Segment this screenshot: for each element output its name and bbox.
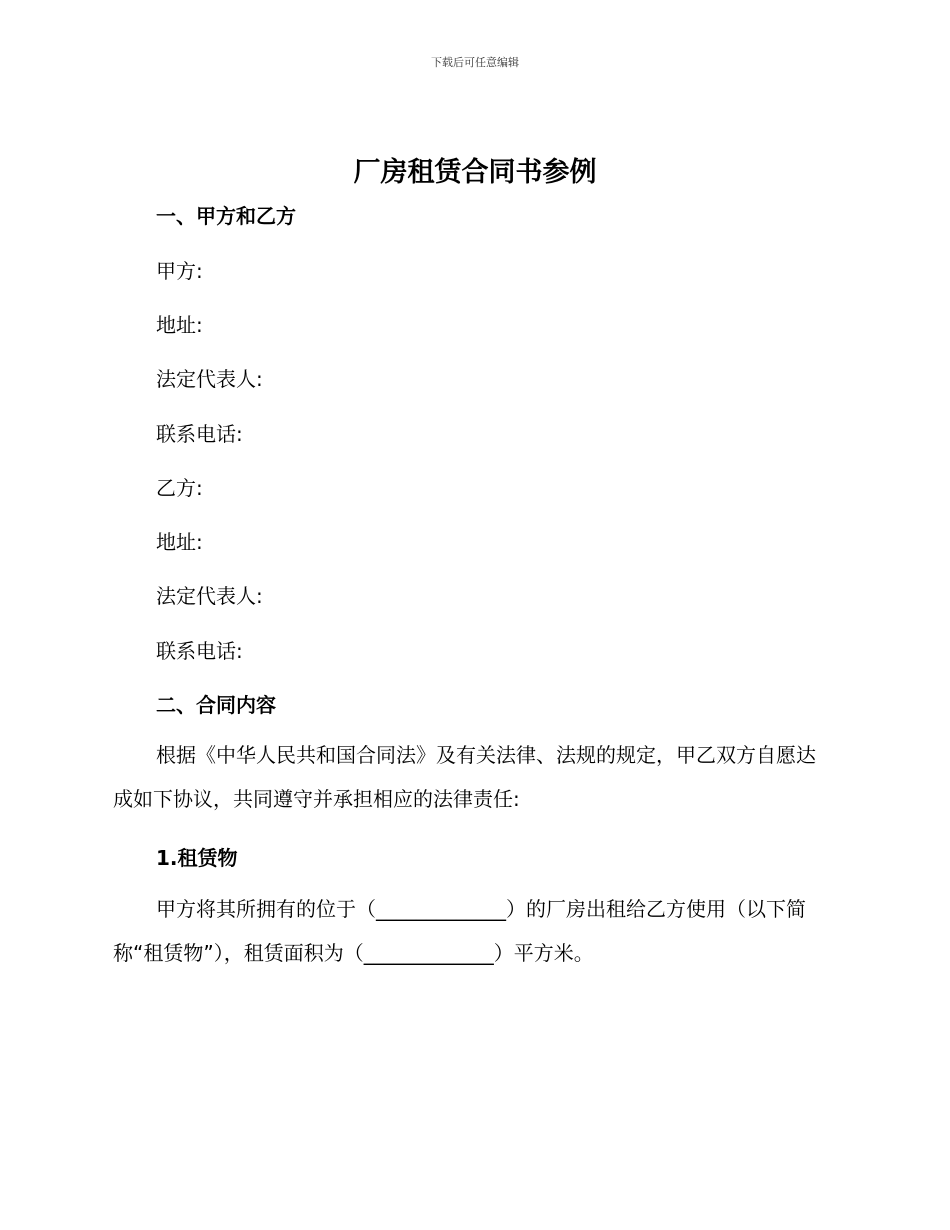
leased-property-paragraph: 甲方将其所拥有的位于（_____________）的厂房出租给乙方使用（以下简称“租赁物”），租赁面积为（_____________）平方米。 [113, 897, 806, 965]
section-heading-content: 二、合同内容 [156, 693, 276, 717]
header-note: 下载后可任意编辑 [431, 56, 519, 69]
section-heading-parties: 一、甲方和乙方 [156, 204, 296, 228]
document-title: 厂房租赁合同书参例 [353, 157, 597, 188]
party-b-address-label: 地址: [156, 530, 203, 554]
party-a-label: 甲方: [156, 259, 203, 283]
party-a-address-label: 地址: [156, 313, 203, 337]
party-a-phone-label: 联系电话: [156, 422, 243, 446]
party-a-rep-label: 法定代表人: [156, 367, 263, 391]
party-b-phone-label: 联系电话: [156, 639, 243, 663]
party-b-rep-label: 法定代表人: [156, 584, 263, 608]
contract-intro-paragraph: 根据《中华人民共和国合同法》及有关法律、法规的规定，甲乙双方自愿达成如下协议，共同遵守并承担相应的法律责任: [113, 743, 816, 811]
item-heading-leased-property: 1.租赁物 [156, 846, 238, 870]
party-b-label: 乙方: [156, 476, 203, 500]
